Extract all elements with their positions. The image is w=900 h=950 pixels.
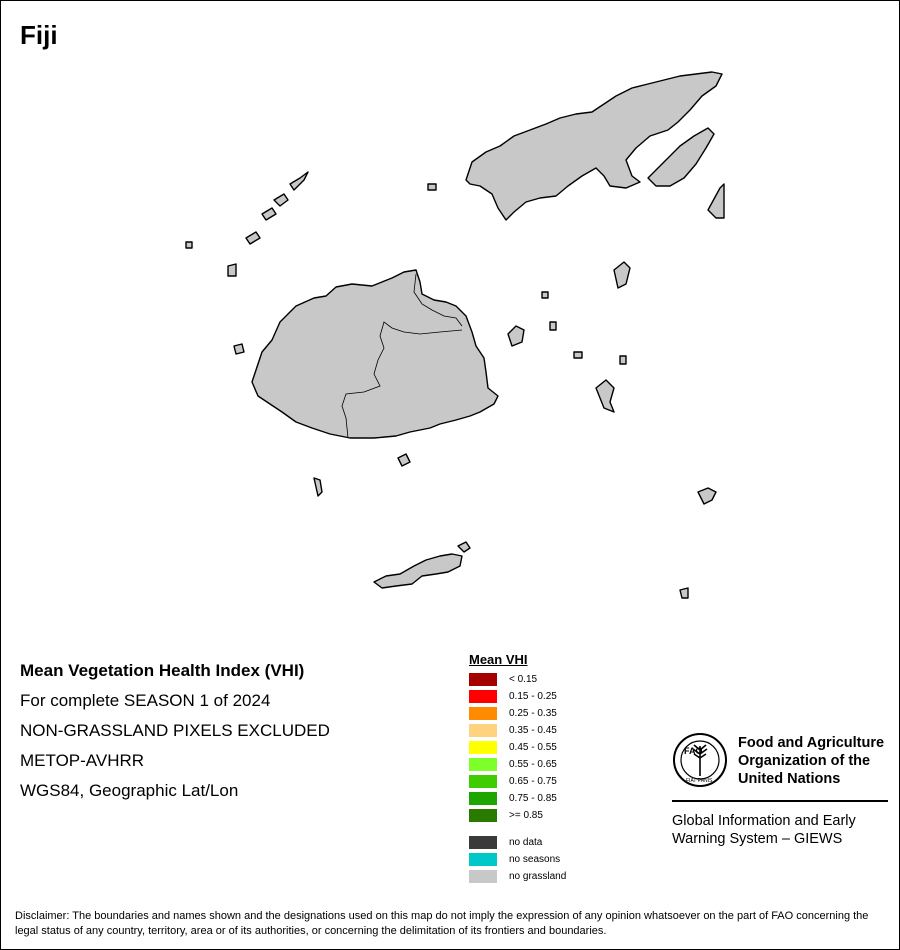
legend-swatch: [469, 724, 497, 737]
legend: [469, 652, 629, 885]
island-moala: [680, 588, 688, 598]
map-title: Fiji: [20, 20, 58, 50]
fao-logo-icon: [672, 732, 728, 788]
legend-label: no data: [509, 837, 543, 848]
island-lau: [698, 488, 716, 504]
island-taveuni: [648, 128, 714, 186]
legend-swatch: [469, 853, 497, 866]
legend-item: [469, 739, 629, 756]
legend-item: [469, 756, 629, 773]
info-block: [20, 656, 330, 806]
legend-label: 0.35 - 0.45: [509, 725, 557, 736]
legend-label: 0.45 - 0.55: [509, 742, 557, 753]
giews-label: Global Information and Early Warning System – GIEWS: [672, 813, 856, 847]
legend-swatch: [469, 836, 497, 849]
legend-swatch: [469, 741, 497, 754]
island-yasawa-2: [274, 194, 288, 206]
island-beqa: [398, 454, 410, 466]
legend-swatch: [469, 809, 497, 822]
legend-label: 0.75 - 0.85: [509, 793, 557, 804]
island-yasawa-6: [186, 242, 192, 248]
legend-swatch: [469, 792, 497, 805]
legend-label: < 0.15: [509, 674, 538, 685]
island-kadavu-ne: [458, 542, 470, 552]
legend-item: [469, 722, 629, 739]
legend-item: [469, 807, 629, 824]
legend-item: [469, 705, 629, 722]
island-yasawa-5: [228, 264, 236, 276]
fao-emblem-text: FAO: [684, 746, 703, 756]
island-yasawa-4: [246, 232, 260, 244]
island-kadavu: [374, 554, 462, 588]
legend-label: 0.15 - 0.25: [509, 691, 557, 702]
pixel-mask-note: NON-GRASSLAND PIXELS EXCLUDED: [20, 721, 330, 740]
legend-item: [469, 834, 629, 851]
legend-item: [469, 790, 629, 807]
legend-swatch: [469, 870, 497, 883]
island-makogai: [542, 292, 548, 298]
legend-swatch: [469, 673, 497, 686]
legend-swatch: [469, 690, 497, 703]
legend-label: 0.55 - 0.65: [509, 759, 557, 770]
island-batiki: [550, 322, 556, 330]
legend-item: [469, 688, 629, 705]
island-naitauba: [708, 184, 724, 218]
legend-label: >= 0.85: [509, 810, 543, 821]
island-yasawa-1: [290, 172, 308, 190]
legend-label: 0.25 - 0.35: [509, 708, 557, 719]
legend-swatch: [469, 775, 497, 788]
island-viti-levu: [252, 270, 498, 438]
legend-item: [469, 868, 629, 885]
indicator-title: Mean Vegetation Health Index (VHI): [20, 661, 305, 680]
fao-org-name: Food and Agriculture Organization of the United Nations: [738, 735, 885, 787]
projection-label: WGS84, Geographic Lat/Lon: [20, 781, 239, 800]
season-label: For complete SEASON 1 of 2024: [20, 691, 271, 710]
island-koro: [614, 262, 630, 288]
legend-item: [469, 773, 629, 790]
legend-label: no seasons: [509, 854, 561, 865]
disclaimer: Disclaimer: The boundaries and names shown and the designations used on this map do not imply the expression of any opinion whatsoever on the part of FAO concerning the legal status of any country, territory, area or of its authorities, or concerning the delimitation of its frontiers and boundaries.: [15, 910, 869, 937]
fao-motto: FIAT PANIS: [686, 778, 713, 784]
legend-item: [469, 671, 629, 688]
island-yasawa-3: [262, 208, 276, 220]
fao-divider: [672, 800, 888, 802]
legend-swatch: [469, 707, 497, 720]
sensor-label: METOP-AVHRR: [20, 751, 145, 770]
island-gau: [596, 380, 614, 412]
legend-title: Mean VHI: [469, 652, 528, 667]
legend-label: 0.65 - 0.75: [509, 776, 557, 787]
island-nairai: [574, 352, 582, 358]
island-yadua: [428, 184, 436, 190]
island-wakaya: [620, 356, 626, 364]
island-vatulele: [314, 478, 322, 496]
island-mamanuca: [234, 344, 244, 354]
legend-item: [469, 851, 629, 868]
legend-swatch: [469, 758, 497, 771]
island-ovalau: [508, 326, 524, 346]
legend-label: no grassland: [509, 871, 567, 882]
